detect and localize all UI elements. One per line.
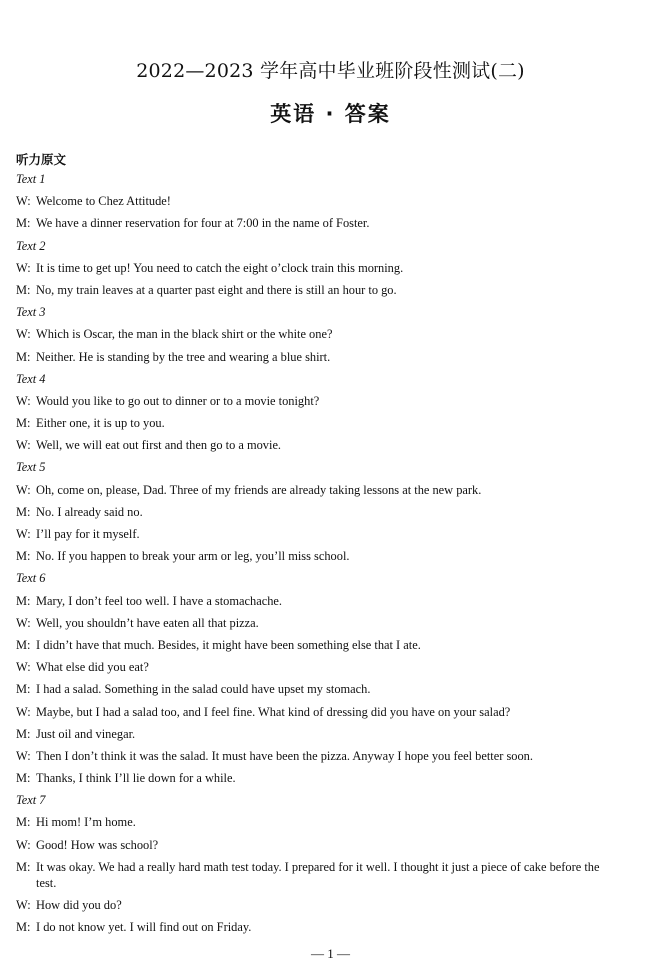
dialog-text: Oh, come on, please, Dad. Three of my friends are already taking lessons at the new park.	[36, 482, 482, 497]
dialog-text: No, my train leaves at a quarter past eight and there is still an hour to go.	[36, 282, 397, 297]
section-heading: 听力原文	[16, 152, 67, 167]
dialog-text: What else did you eat?	[36, 660, 149, 675]
speaker-label: M:	[16, 920, 31, 935]
dialog-line	[16, 919, 648, 941]
dialog-line	[16, 437, 648, 459]
text-label: Text 6	[16, 571, 46, 586]
speaker-label: W:	[16, 660, 31, 675]
speaker-label: M:	[16, 726, 31, 741]
dialog-text-continuation: test.	[36, 875, 57, 890]
speaker-label: M:	[16, 504, 31, 519]
speaker-label: W:	[16, 898, 31, 912]
dialog-text: Would you like to go out to dinner or to a movie tonight?	[36, 393, 320, 408]
text-label: Text 5	[16, 460, 46, 475]
dialog-text: Maybe, but I had a salad too, and I feel fine. What kind of dressing did you have on your salad?	[36, 704, 511, 719]
speaker-label: W:	[16, 704, 31, 719]
dialog-text: No. If you happen to break your arm or leg, you’ll miss school.	[36, 549, 350, 564]
speaker-label: M:	[16, 416, 31, 431]
dialog-text: Thanks, I think I’ll lie down for a while.	[36, 771, 236, 786]
dialog-line	[16, 282, 648, 304]
speaker-label: W:	[16, 260, 31, 275]
speaker-label: M:	[16, 282, 31, 297]
dialog-line	[16, 548, 648, 570]
dialog-line	[16, 593, 648, 615]
dialog-text: Either one, it is up to you.	[36, 416, 165, 431]
dialog-line	[16, 193, 648, 215]
dialog-line	[16, 215, 648, 237]
dialog-text: I’ll pay for it myself.	[36, 527, 140, 541]
dialog-line	[16, 637, 648, 659]
dialog-text: Mary, I don’t feel too well. I have a stomachache.	[36, 593, 282, 608]
dialog-line	[16, 748, 648, 770]
dialog-line	[16, 859, 648, 897]
dialog-text: Which is Oscar, the man in the black shirt or the white one?	[36, 327, 333, 342]
dialog-line	[16, 504, 648, 526]
text-label: Text 3	[16, 305, 46, 320]
dialog-line	[16, 770, 648, 792]
speaker-label: M:	[16, 637, 31, 652]
text-label: Text 1	[16, 172, 46, 186]
dialog-line	[16, 726, 648, 748]
text-label: Text 7	[16, 793, 46, 808]
dialog-line	[16, 393, 648, 415]
dialog-line	[16, 814, 648, 836]
speaker-label: W:	[16, 393, 31, 408]
speaker-label: M:	[16, 216, 31, 231]
dialog-text: It was okay. We had a really hard math test today. I prepared for it well. I thought it just a piece of cake before the	[36, 859, 600, 874]
speaker-label: M:	[16, 859, 31, 874]
dialog-line	[16, 659, 648, 681]
dialog-line	[16, 260, 648, 282]
dialog-text: How did you do?	[36, 898, 122, 912]
text-label: Text 4	[16, 371, 46, 386]
speaker-label: W:	[16, 194, 31, 209]
speaker-label: M:	[16, 771, 31, 786]
speaker-label: W:	[16, 837, 31, 852]
transcript	[16, 171, 648, 941]
dialog-text: It is time to get up! You need to catch the eight o’clock train this morning.	[36, 260, 404, 275]
dialog-line	[16, 897, 648, 919]
dialog-text: Just oil and vinegar.	[36, 726, 136, 741]
speaker-label: M:	[16, 815, 31, 830]
dialog-line	[16, 681, 648, 703]
dialog-line	[16, 837, 648, 859]
speaker-label: W:	[16, 748, 31, 763]
dialog-text: I had a salad. Something in the salad could have upset my stomach.	[36, 682, 371, 697]
dialog-text: Well, we will eat out first and then go to a movie.	[36, 438, 282, 453]
dialog-text: Well, you shouldn’t have eaten all that pizza.	[36, 615, 259, 630]
page-subtitle: 英语 · 答案	[270, 102, 391, 126]
dialog-text: Hi mom! I’m home.	[36, 815, 136, 830]
dialog-text: Then I don’t think it was the salad. It must have been the pizza. Anyway I hope you feel better soon.	[36, 748, 533, 763]
text-label: Text 2	[16, 238, 46, 253]
speaker-label: W:	[16, 438, 31, 453]
dialog-text: Good! How was school?	[36, 837, 159, 852]
dialog-line	[16, 704, 648, 726]
dialog-text: Welcome to Chez Attitude!	[36, 194, 171, 209]
speaker-label: M:	[16, 682, 31, 697]
dialog-line	[16, 349, 648, 371]
speaker-label: W:	[16, 527, 31, 541]
speaker-label: W:	[16, 482, 31, 497]
speaker-label: W:	[16, 327, 31, 342]
dialog-line	[16, 482, 648, 504]
speaker-label: M:	[16, 349, 31, 364]
dialog-text: Neither. He is standing by the tree and wearing a blue shirt.	[36, 349, 331, 364]
dialog-line	[16, 526, 648, 548]
page-number: — 1 —	[311, 946, 350, 961]
dialog-text: We have a dinner reservation for four at 7:00 in the name of Foster.	[36, 216, 370, 231]
speaker-label: W:	[16, 615, 31, 630]
speaker-label: M:	[16, 549, 31, 564]
dialog-text: I do not know yet. I will find out on Friday.	[36, 920, 252, 935]
dialog-line	[16, 415, 648, 437]
dialog-text: I didn’t have that much. Besides, it might have been something else that I ate.	[36, 637, 421, 652]
dialog-line	[16, 326, 648, 348]
page-title: 2022—2023 学年高中毕业班阶段性测试(二)	[136, 60, 525, 82]
dialog-line	[16, 615, 648, 637]
speaker-label: M:	[16, 593, 31, 608]
dialog-text: No. I already said no.	[36, 504, 143, 519]
